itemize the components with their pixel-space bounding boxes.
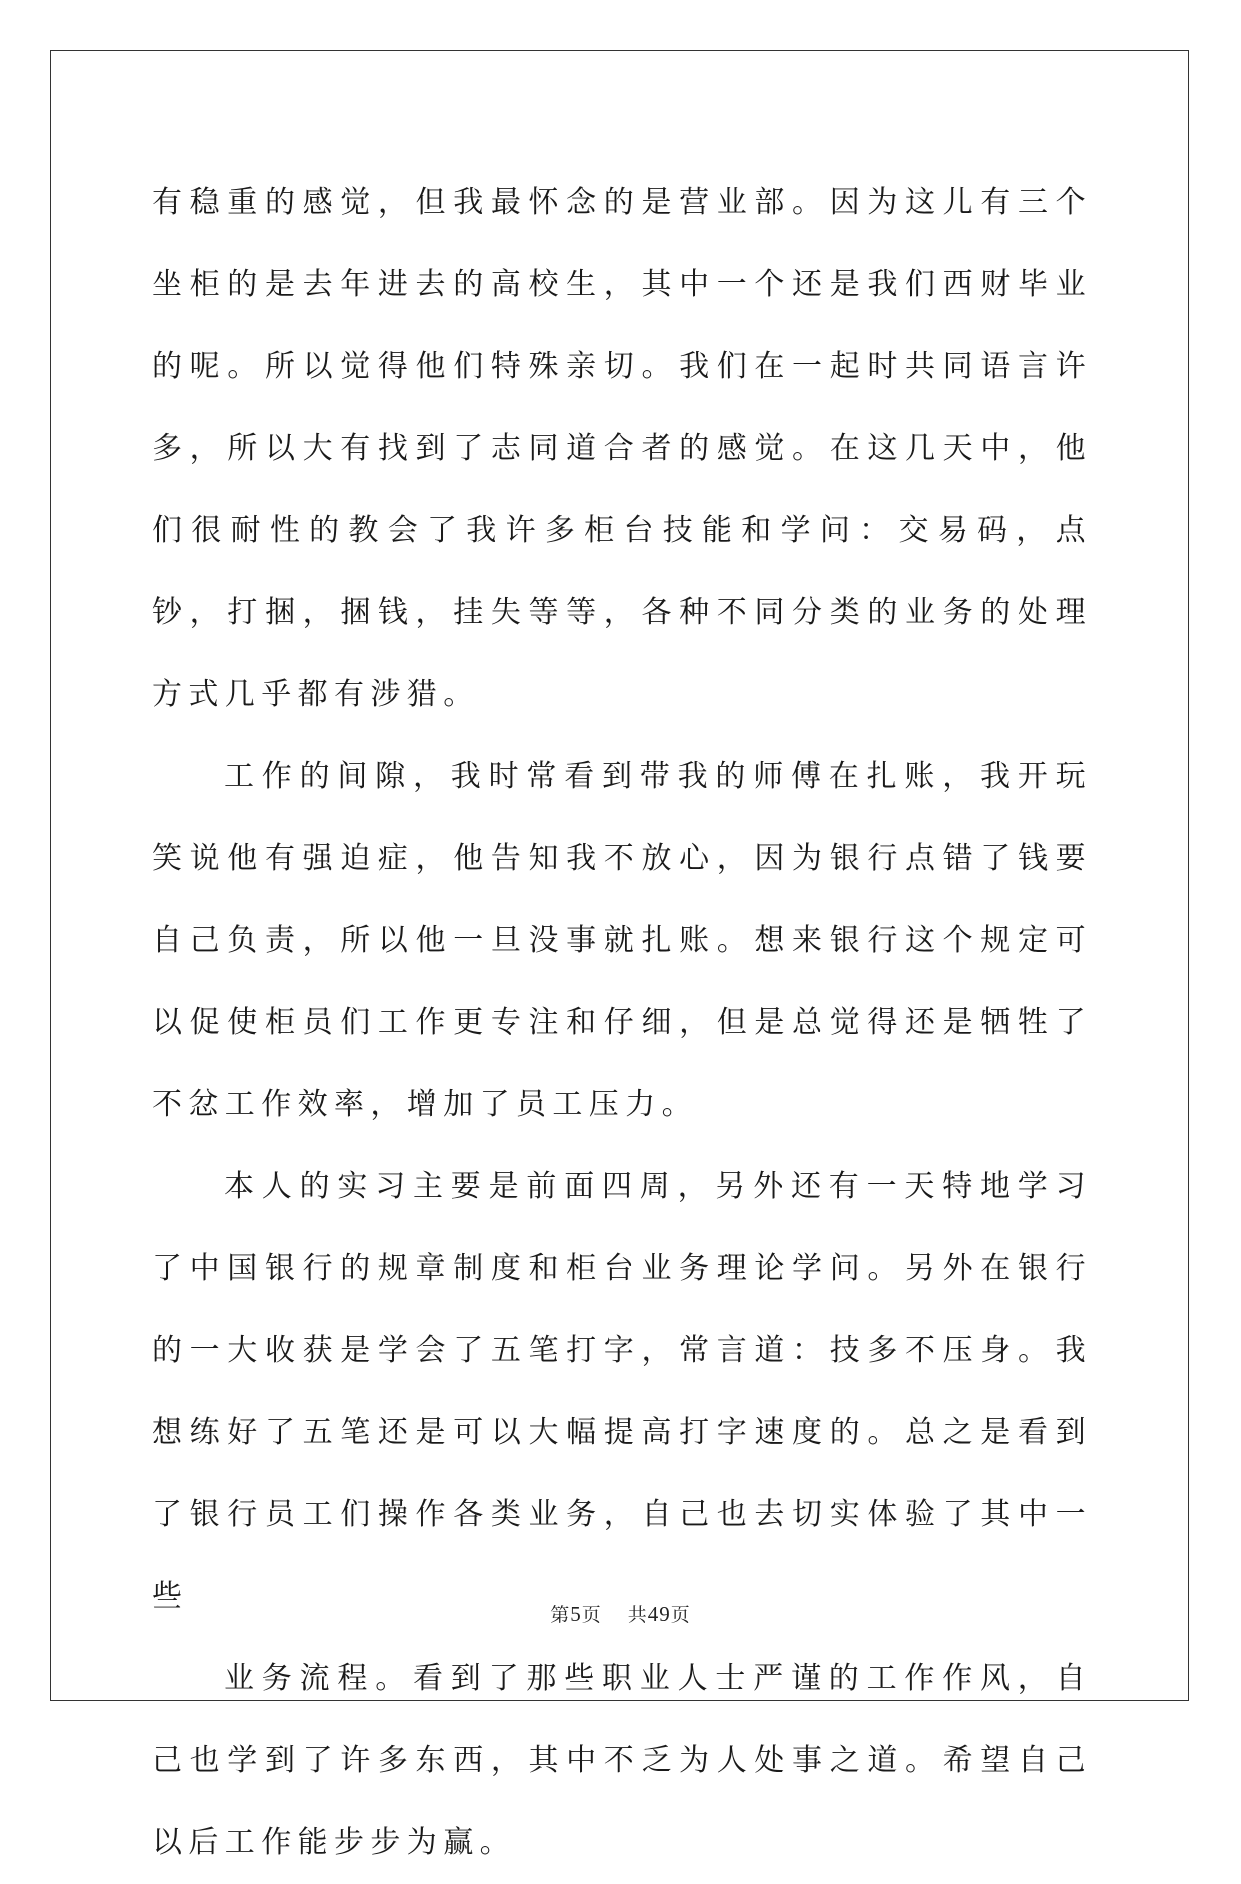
paragraph-3: 本人的实习主要是前面四周，另外还有一天特地学习了中国银行的规章制度和柜台业务理论学问。另外在银行的一大收获是学会了五笔打字，常言道：技多不压身。我想练好了五笔还是可以大幅提高打字速度的。总之是看到了银行员工们操作各类业务，自己也去切实体验了其中一些 (152, 1169, 1092, 1614)
total-prefix: 共 (627, 1604, 648, 1626)
paragraph-1: 有稳重的感觉，但我最怀念的是营业部。因为这儿有三个坐柜的是去年进去的高校生，其中一个还是我们西财毕业的呢。所以觉得他们特殊亲切。我们在一起时共同语言许多，所以大有找到了志同道合者的感觉。在这几天中，他们很耐性的教会了我许多柜台技能和学问：交易码，点钞，打捆，捆钱，挂失等等，各种不同分类的业务的处理方式几乎都有涉猎。 (152, 185, 1092, 712)
page-suffix: 页 (581, 1604, 602, 1626)
paragraph-2: 工作的间隙，我时常看到带我的师傅在扎账，我开玩笑说他有强迫症，他告知我不放心，因为银行点错了钱要自己负责，所以他一旦没事就扎账。想来银行这个规定可以促使柜员们工作更专注和仔细，但是总觉得还是牺牲了不忿工作效率，增加了员工压力。 (152, 759, 1092, 1122)
page-number: 5 (570, 1602, 582, 1626)
page-footer (0, 1600, 1241, 1627)
total-pages: 49 (647, 1602, 671, 1626)
paragraph-4: 业务流程。看到了那些职业人士严谨的工作作风，自己也学到了许多东西，其中不乏为人处事之道。希望自己以后工作能步步为赢。 (152, 1661, 1092, 1860)
total-suffix: 页 (670, 1604, 691, 1626)
page-prefix: 第 (550, 1604, 571, 1626)
